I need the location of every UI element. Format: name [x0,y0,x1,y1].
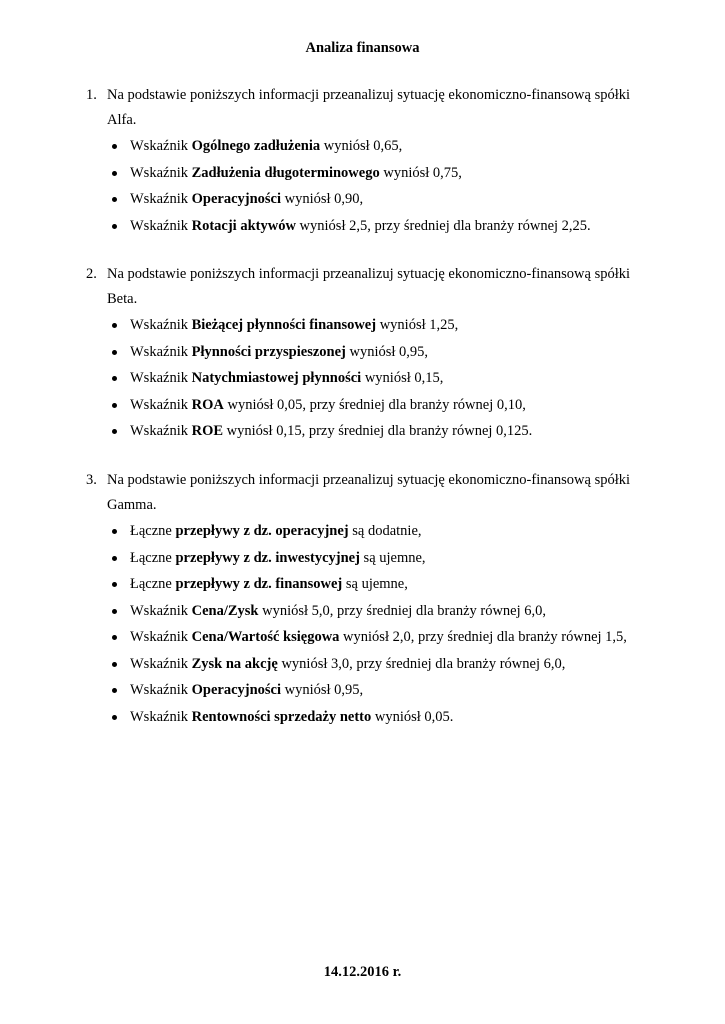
document-title: Analiza finansowa [305,40,420,56]
bullet-icon [112,556,117,561]
list-item: Wskaźnik Zysk na akcję wyniósł 3,0, przy średniej dla branży równej 6,0, [86,651,646,678]
list-item: Wskaźnik Natychmiastowej płynności wyniósł 0,15, [86,365,646,392]
list-item: Wskaźnik Płynności przyspieszonej wyniósł 0,95, [86,339,646,366]
list-item: Wskaźnik Cena/Wartość księgowa wyniósł 2,0, przy średniej dla branży równej 1,5, [86,624,646,651]
task-section-2 [86,262,646,445]
list-item: Wskaźnik Rotacji aktywów wyniósł 2,5, przy średniej dla branży równej 2,25. [86,213,646,240]
list-item: Wskaźnik Cena/Zysk wyniósł 5,0, przy średniej dla branży równej 6,0, [86,598,646,625]
task-text: Na podstawie poniższych informacji przeanalizuj sytuację ekonomiczno-finansową spółki Gamma. [107,472,631,513]
bullet-icon [112,715,117,720]
list-item: Wskaźnik Zadłużenia długoterminowego wyniósł 0,75, [86,160,646,187]
list-item: Wskaźnik Bieżącej płynności finansowej wyniósł 1,25, [86,312,646,339]
list-item: Wskaźnik Operacyjności wyniósł 0,90, [86,186,646,213]
task-text: Na podstawie poniższych informacji przeanalizuj sytuację ekonomiczno-finansową spółki Beta. [107,266,631,307]
task-prompt [86,468,646,518]
task-text: Na podstawie poniższych informacji przeanalizuj sytuację ekonomiczno-finansową spółki Alfa. [107,87,631,128]
list-item: Wskaźnik ROE wyniósł 0,15, przy średniej dla branży równej 0,125. [86,418,646,445]
task-number: 1. [86,87,97,103]
indicator-list [86,518,646,730]
bullet-icon [112,197,117,202]
bullet-icon [112,609,117,614]
bullet-icon [112,429,117,434]
bullet-icon [112,529,117,534]
list-item: Łączne przepływy z dz. inwestycyjnej są ujemne, [86,545,646,572]
bullet-icon [112,144,117,149]
list-item: Łączne przepływy z dz. finansowej są ujemne, [86,571,646,598]
bullet-icon [112,582,117,587]
bullet-icon [112,171,117,176]
bullet-icon [112,688,117,693]
indicator-list [86,133,646,239]
task-prompt [86,262,646,312]
task-section-3 [86,468,646,730]
bullet-icon [112,323,117,328]
task-number: 3. [86,472,97,488]
task-prompt [86,83,646,133]
task-number: 2. [86,266,97,282]
list-item: Łączne przepływy z dz. operacyjnej są dodatnie, [86,518,646,545]
bullet-icon [112,662,117,667]
bullet-icon [112,224,117,229]
task-section-1 [86,83,646,239]
list-item: Wskaźnik Ogólnego zadłużenia wyniósł 0,65, [86,133,646,160]
bullet-icon [112,350,117,355]
list-item: Wskaźnik Rentowności sprzedaży netto wyniósł 0,05. [86,704,646,731]
list-item: Wskaźnik ROA wyniósł 0,05, przy średniej dla branży równej 0,10, [86,392,646,419]
list-item: Wskaźnik Operacyjności wyniósł 0,95, [86,677,646,704]
document-date: 14.12.2016 r. [323,964,402,980]
indicator-list [86,312,646,445]
bullet-icon [112,635,117,640]
bullet-icon [112,403,117,408]
bullet-icon [112,376,117,381]
